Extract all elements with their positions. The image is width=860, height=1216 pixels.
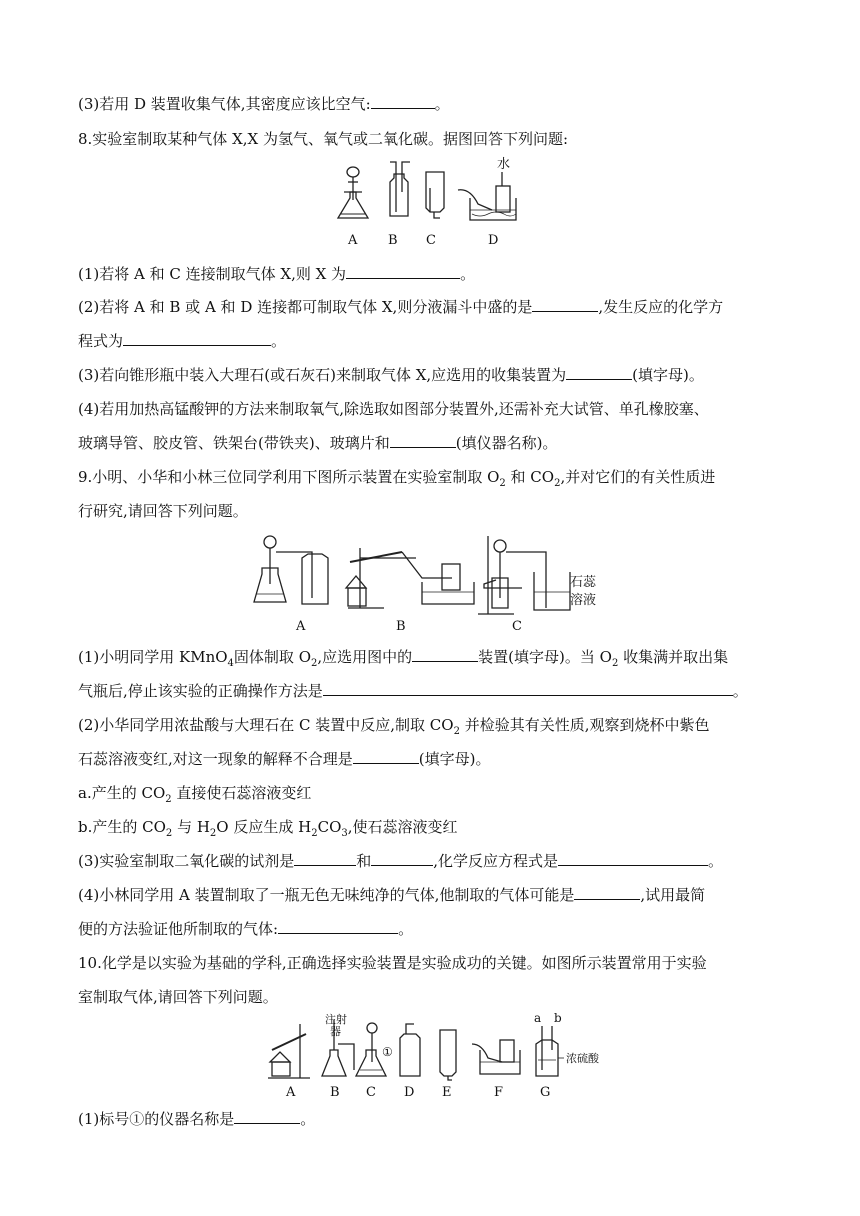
syringe-label-line2: 器 bbox=[330, 1025, 341, 1038]
q9-option-b: b.产生的 $CO_2$ 与 $H_2O$ 反应生成 $H_2CO_3$,使石蕊溶液变红 bbox=[78, 818, 458, 839]
answer-blank[interactable] bbox=[353, 749, 419, 764]
answer-blank[interactable] bbox=[566, 365, 632, 380]
answer-blank[interactable] bbox=[574, 885, 640, 900]
answer-blank[interactable] bbox=[390, 433, 456, 448]
q8-part4-line1: (4)若用加热高锰酸钾的方法来制取氧气,除选取如图部分装置外,还需补充大试管、单孔橡胶塞、 bbox=[78, 400, 709, 418]
q8-part1: (1)若将 A 和 C 连接制取气体 X,则 X 为 。 bbox=[78, 265, 476, 283]
litmus-label-line2: 溶液 bbox=[570, 593, 597, 608]
sulfuric-acid-label: 浓硫酸 bbox=[566, 1052, 599, 1065]
q8-apparatus-figure bbox=[330, 152, 530, 250]
fig10-label-g: G bbox=[540, 1085, 551, 1100]
port-a-label: a bbox=[534, 1011, 542, 1025]
q10-apparatus-svg bbox=[262, 1010, 622, 1102]
q9-part3: (3)实验室制取二氧化碳的试剂是 和 ,化学反应方程式是 。 bbox=[78, 852, 724, 870]
fig8-label-b: B bbox=[388, 233, 398, 248]
q10-apparatus-figure bbox=[262, 1010, 622, 1102]
q8-part4-line2: 玻璃导管、胶皮管、铁架台(带铁夹)、玻璃片和 (填仪器名称)。 bbox=[78, 434, 558, 452]
q10-part1: (1)标号①的仪器名称是 。 bbox=[78, 1110, 316, 1128]
q9-part1-line1: (1)小明同学用 KMnO$_4$固体制取 $O_2$,应选用图中的 装置(填字母)。当 $O_2$ 收集满并取出集 bbox=[78, 648, 729, 669]
fig8-label-a: A bbox=[348, 233, 358, 248]
q10-stem-line2: 室制取气体,请回答下列问题。 bbox=[78, 988, 278, 1006]
syringe-label-line1: 注射 bbox=[325, 1013, 347, 1026]
q7-part3: (3)若用 D 装置收集气体,其密度应该比空气: 。 bbox=[78, 95, 450, 113]
q9-apparatus-svg bbox=[252, 528, 608, 638]
fig10-label-b: B bbox=[330, 1085, 340, 1100]
q9-part4-line2: 便的方法验证他所制取的气体: 。 bbox=[78, 920, 414, 938]
fig10-label-c: C bbox=[366, 1085, 376, 1100]
answer-blank[interactable] bbox=[558, 851, 708, 866]
answer-blank[interactable] bbox=[371, 94, 435, 109]
q9-apparatus-figure bbox=[252, 528, 608, 638]
q9-part2-line1: (2)小华同学用浓盐酸与大理石在 C 装置中反应,制取 $CO_2$ 并检验其有关性质,观察到烧杯中紫色 bbox=[78, 716, 710, 737]
water-label: 水 bbox=[497, 157, 511, 172]
fig9-label-c: C bbox=[512, 619, 522, 634]
q8-part3: (3)若向锥形瓶中装入大理石(或石灰石)来制取气体 X,应选用的收集装置为 (填字母)。 bbox=[78, 366, 704, 384]
fig10-label-f: F bbox=[494, 1085, 504, 1100]
marker-1: ① bbox=[382, 1045, 393, 1059]
answer-blank[interactable] bbox=[412, 647, 478, 662]
fig9-label-b: B bbox=[396, 619, 406, 634]
fig9-label-a: A bbox=[296, 619, 306, 634]
answer-blank[interactable] bbox=[278, 919, 398, 934]
fig10-label-e: E bbox=[442, 1085, 452, 1100]
q9-stem-line1: 9.小明、小华和小林三位同学利用下图所示装置在实验室制取 $O_2$ 和 $CO_2$,并对它们的有关性质进 bbox=[78, 468, 716, 489]
port-b-label: b bbox=[554, 1011, 562, 1025]
answer-blank[interactable] bbox=[123, 331, 271, 346]
q9-part4-line1: (4)小林同学用 A 装置制取了一瓶无色无味纯净的气体,他制取的气体可能是 ,试用最简 bbox=[78, 886, 706, 904]
answer-blank[interactable] bbox=[346, 264, 460, 279]
q9-part2-line2: 石蕊溶液变红,对这一现象的解释不合理是 (填字母)。 bbox=[78, 750, 491, 768]
q10-stem-line1: 10.化学是以实验为基础的学科,正确选择实验装置是实验成功的关键。如图所示装置常用于实验 bbox=[78, 954, 707, 972]
q9-stem-line2: 行研究,请回答下列问题。 bbox=[78, 502, 248, 520]
fig8-label-c: C bbox=[426, 233, 436, 248]
answer-blank[interactable] bbox=[234, 1109, 300, 1124]
litmus-label-line1: 石蕊 bbox=[570, 575, 597, 590]
fig10-label-d: D bbox=[404, 1085, 415, 1100]
answer-blank[interactable] bbox=[371, 851, 433, 866]
answer-blank[interactable] bbox=[532, 297, 598, 312]
q8-apparatus-svg bbox=[330, 152, 530, 250]
q9-part1-line2: 气瓶后,停止该实验的正确操作方法是 。 bbox=[78, 682, 748, 700]
answer-blank[interactable] bbox=[323, 681, 733, 696]
q8-stem: 8.实验室制取某种气体 X,X 为氢气、氧气或二氧化碳。据图回答下列问题: bbox=[78, 130, 569, 148]
q9-option-a: a.产生的 $CO_2$ 直接使石蕊溶液变红 bbox=[78, 784, 312, 805]
fig8-label-d: D bbox=[488, 233, 499, 248]
answer-blank[interactable] bbox=[294, 851, 356, 866]
fig10-label-a: A bbox=[286, 1085, 296, 1100]
q8-part2-line1: (2)若将 A 和 B 或 A 和 D 连接都可制取气体 X,则分液漏斗中盛的是 ,发生反应的化学方 bbox=[78, 298, 724, 316]
q8-part2-line2: 程式为 。 bbox=[78, 332, 287, 350]
